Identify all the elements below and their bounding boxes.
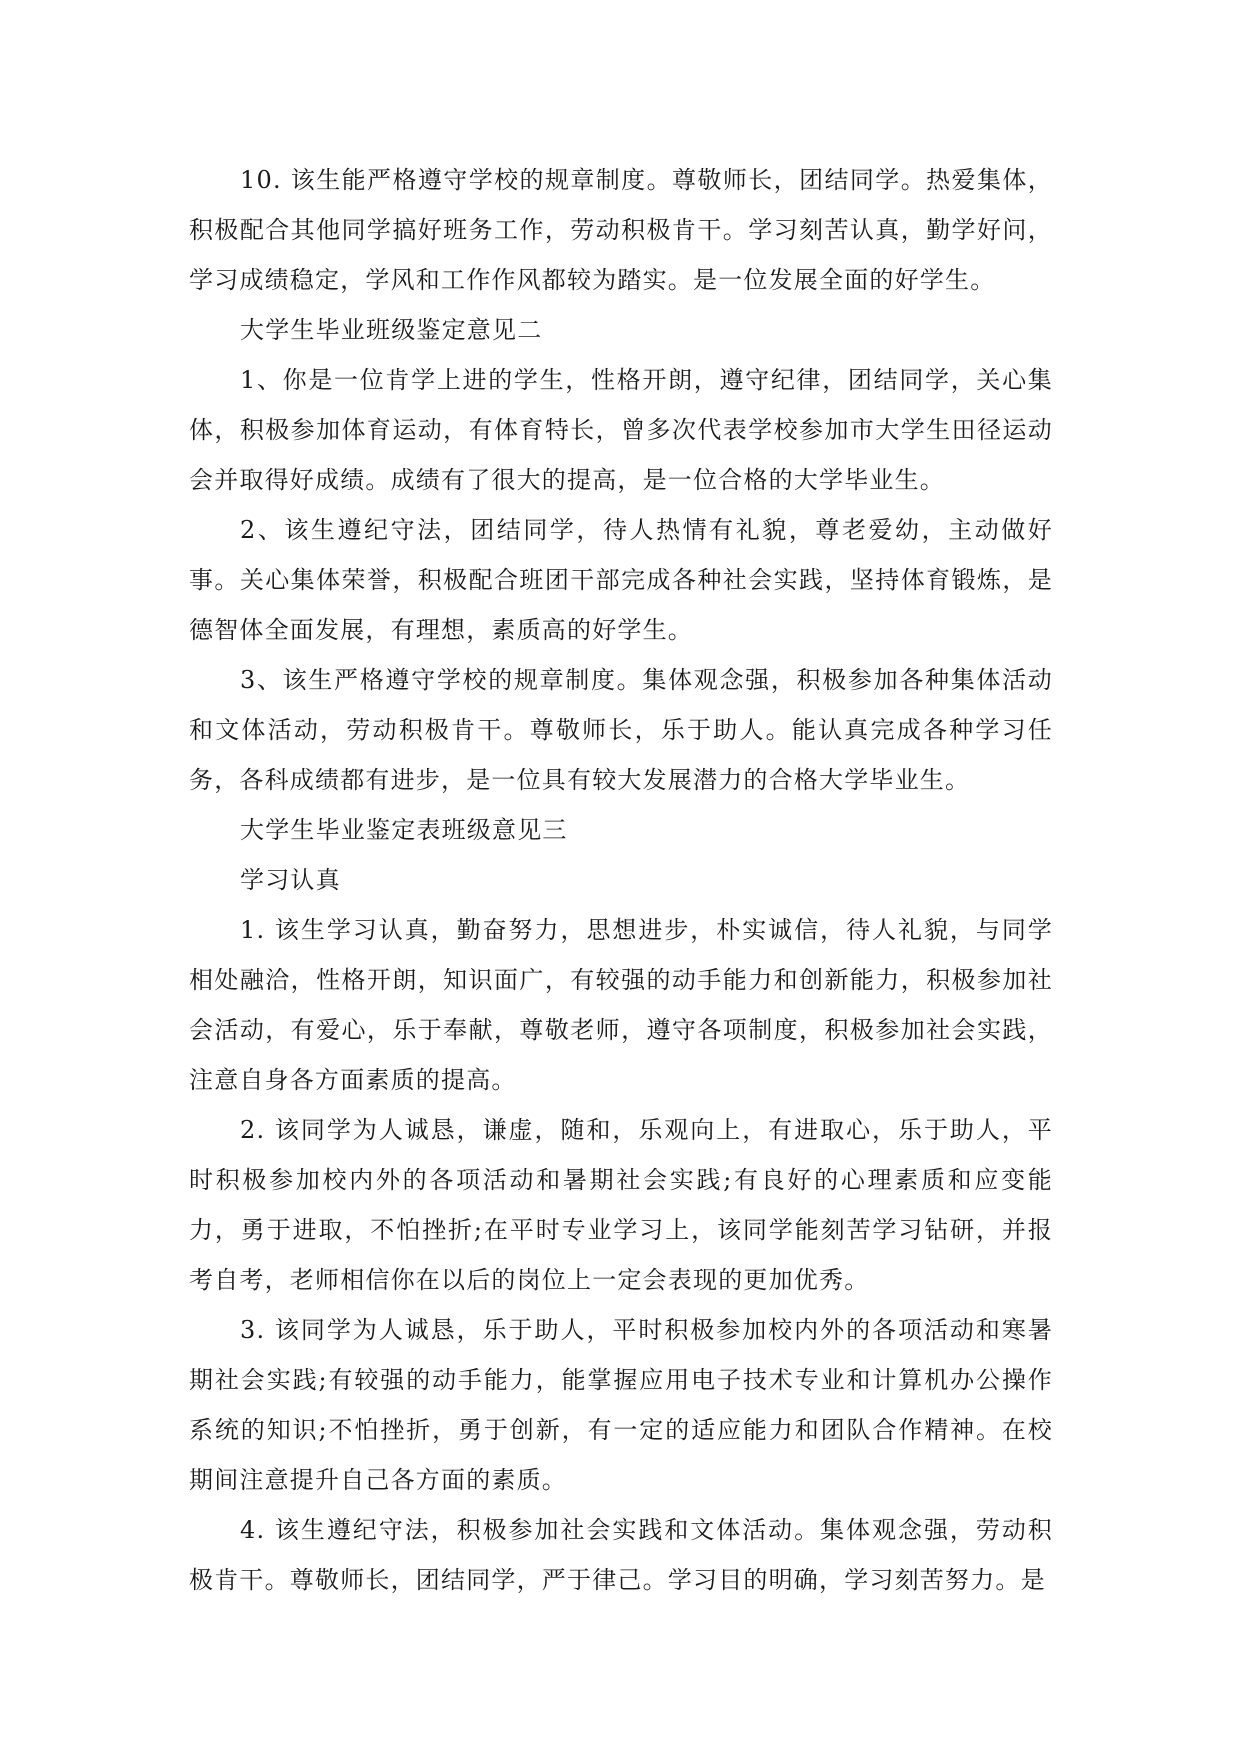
section-heading-2: 大学生毕业班级鉴定意见二 xyxy=(240,316,543,344)
subheading-study: 学习认真 xyxy=(240,866,341,894)
paragraph-evaluation-3-3: 3. 该同学为人诚恳，乐于助人，平时积极参加校内外的各项活动和寒暑期社会实践;有较强的动手能力，能掌握应用电子技术专业和计算机办公操作系统的知识;不怕挫折，勇于创新，有一定的适应能力和团队合作精神。在校期间注意提升自己各方面的素质。 xyxy=(189,1316,1053,1494)
paragraph-evaluation-2-1: 1、你是一位肯学上进的学生，性格开朗，遵守纪律，团结同学，关心集体，积极参加体育运动，有体育特长，曾多次代表学校参加市大学生田径运动会并取得好成绩。成绩有了很大的提高，是一位合格的大学毕业生。 xyxy=(189,366,1053,494)
paragraph-evaluation-3-1: 1. 该生学习认真，勤奋努力，思想进步，朴实诚信，待人礼貌，与同学相处融洽，性格开朗，知识面广，有较强的动手能力和创新能力，积极参加社会活动，有爱心，乐于奉献，尊敬老师，遵守各项制度，积极参加社会实践，注意自身各方面素质的提高。 xyxy=(189,916,1053,1094)
paragraph-evaluation-3-2: 2. 该同学为人诚恳，谦虚，随和，乐观向上，有进取心，乐于助人，平时积极参加校内外的各项活动和暑期社会实践;有良好的心理素质和应变能力，勇于进取，不怕挫折;在平时专业学习上，该同学能刻苦学习钻研，并报考自考，老师相信你在以后的岗位上一定会表现的更加优秀。 xyxy=(189,1116,1053,1294)
paragraph-evaluation-3-4: 4. 该生遵纪守法，积极参加社会实践和文体活动。集体观念强，劳动积极肯干。尊敬师长，团结同学，严于律己。学习目的明确，学习刻苦努力。是 xyxy=(189,1516,1053,1594)
document-body xyxy=(189,155,1053,1605)
paragraph-evaluation-2-3: 3、该生严格遵守学校的规章制度。集体观念强，积极参加各种集体活动和文体活动，劳动积极肯干。尊敬师长，乐于助人。能认真完成各种学习任务，各科成绩都有进步，是一位具有较大发展潜力的合格大学毕业生。 xyxy=(189,666,1053,794)
section-heading-3: 大学生毕业鉴定表班级意见三 xyxy=(240,816,568,844)
paragraph-evaluation-10: 10. 该生能严格遵守学校的规章制度。尊敬师长，团结同学。热爱集体，积极配合其他同学搞好班务工作，劳动积极肯干。学习刻苦认真，勤学好问，学习成绩稳定，学风和工作作风都较为踏实。是一位发展全面的好学生。 xyxy=(189,166,1053,294)
paragraph-evaluation-2-2: 2、该生遵纪守法，团结同学，待人热情有礼貌，尊老爱幼，主动做好事。关心集体荣誉，积极配合班团干部完成各种社会实践，坚持体育锻炼，是德智体全面发展，有理想，素质高的好学生。 xyxy=(189,516,1053,644)
